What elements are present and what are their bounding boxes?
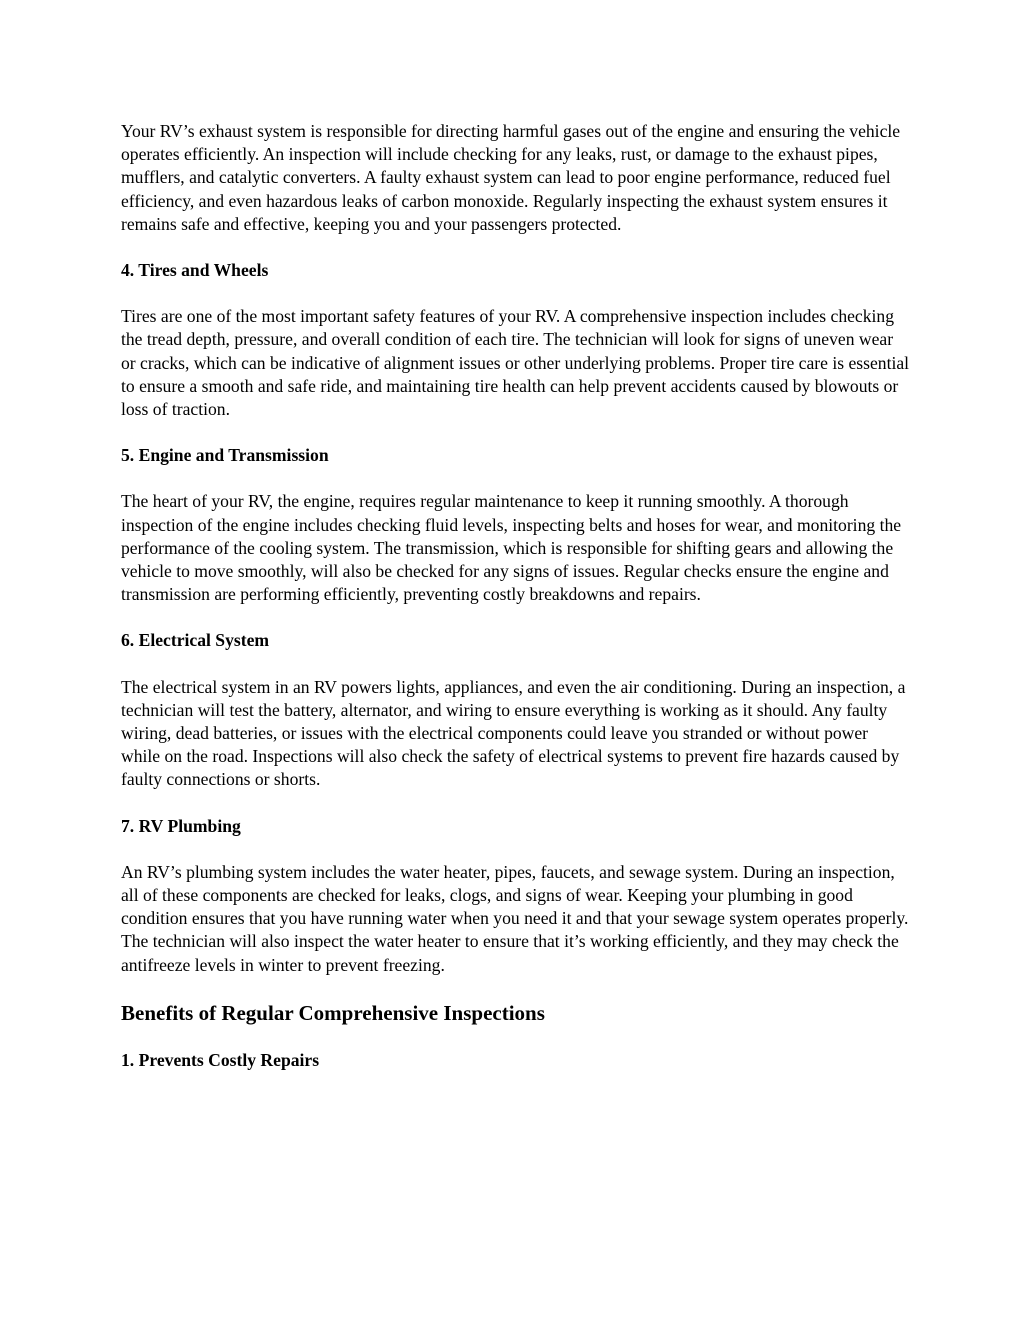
tires-wheels-heading: 4. Tires and Wheels bbox=[121, 260, 269, 281]
engine-transmission-heading: 5. Engine and Transmission bbox=[121, 445, 329, 466]
prevents-costly-repairs-heading: 1. Prevents Costly Repairs bbox=[121, 1049, 320, 1070]
intro-paragraph: Your RV’s exhaust system is responsible for directing harmful gases out of the engine and ensuring the vehicle operates efficiently. An inspection will include checking for any leaks, rust, or damage to the exhaust pipes, mufflers, and catalytic converters. A faulty exhaust system can lead to poor engine performance, reduced fuel efficiency, and even hazardous leaks of carbon monoxide. Regularly inspecting the exhaust system ensures it remains safe and effective, keeping you and your passengers protected. bbox=[121, 121, 901, 234]
benefits-section-heading: Benefits of Regular Comprehensive Inspections bbox=[121, 1000, 545, 1025]
electrical-system-paragraph: The electrical system in an RV powers lights, appliances, and even the air conditioning. During an inspection, a technician will test the battery, alternator, and wiring to ensure everything is working as it should. Any faulty wiring, dead batteries, or issues with the electrical components could leave you stranded or without power while on the road. Inspections will also check the safety of electrical systems to prevent fire hazards caused by faulty connections or shorts. bbox=[121, 676, 906, 790]
rv-plumbing-heading: 7. RV Plumbing bbox=[121, 815, 241, 836]
electrical-system-heading: 6. Electrical System bbox=[121, 630, 270, 651]
tires-wheels-paragraph: Tires are one of the most important safety features of your RV. A comprehensive inspection includes checking the tread depth, pressure, and overall condition of each tire. The technician will look for signs of uneven wear or cracks, which can be indicative of alignment issues or other underlying problems. Proper tire care is essential to ensure a smooth and safe ride, and maintaining tire health can help prevent accidents caused by blowouts or loss of traction. bbox=[121, 306, 910, 420]
engine-transmission-paragraph: The heart of your RV, the engine, requires regular maintenance to keep it running smoothly. A thorough inspection of the engine includes checking fluid levels, inspecting belts and hoses for wear, and monitoring the performance of the cooling system. The transmission, which is responsible for shifting gears and allowing the vehicle to move smoothly, will also be checked for any signs of issues. Regular checks ensure the engine and transmission are performing efficiently, preventing costly breakdowns and repairs. bbox=[121, 491, 902, 605]
rv-plumbing-paragraph: An RV’s plumbing system includes the water heater, pipes, faucets, and sewage system. During an inspection, all of these components are checked for leaks, clogs, and signs of wear. Keeping your plumbing in good condition ensures that you have running water when you need it and that your sewage system operates properly. The technician will also inspect the water heater to ensure that it’s working efficiently, and they may check the antifreeze levels in winter to prevent freezing. bbox=[121, 861, 909, 975]
document-page bbox=[121, 120, 911, 1095]
